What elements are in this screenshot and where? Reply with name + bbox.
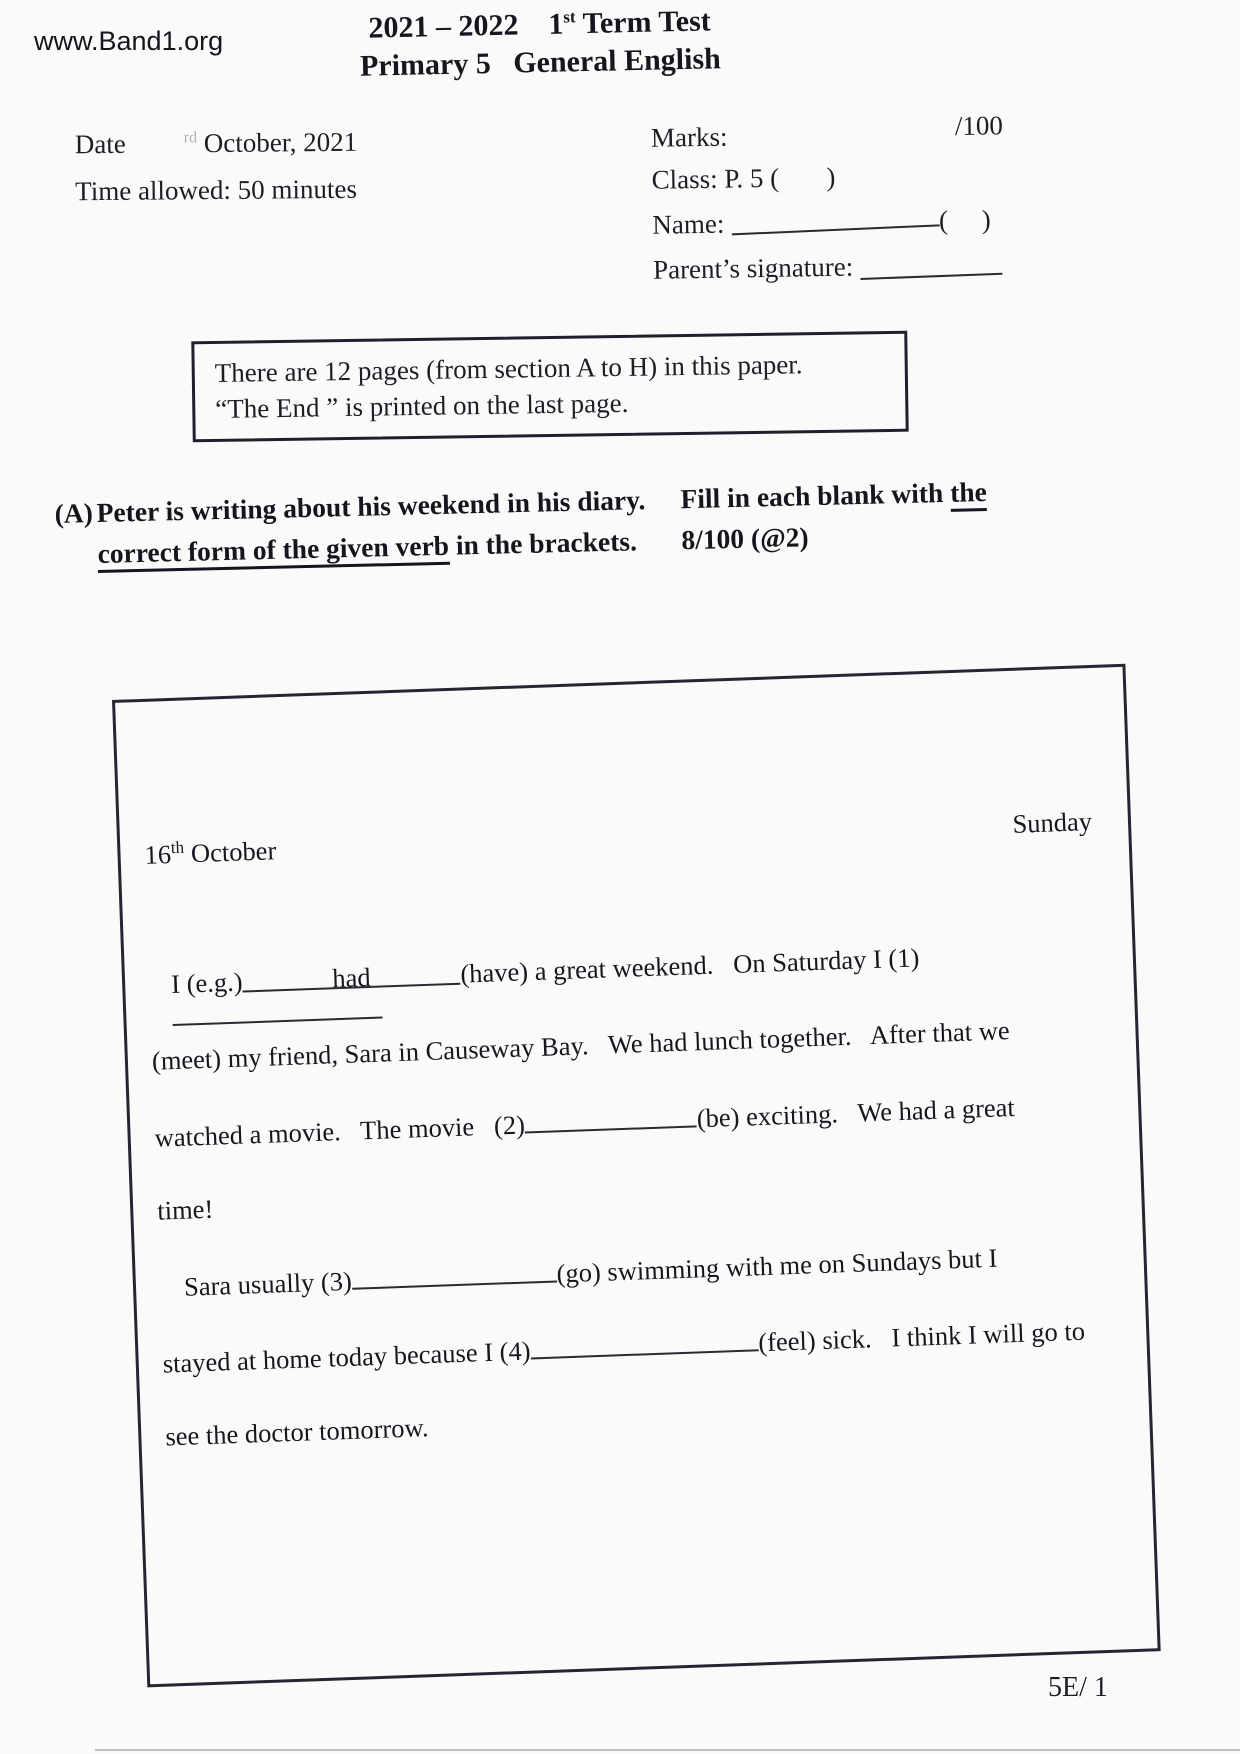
fill-instruction-line xyxy=(680,471,987,519)
diary-line-5 xyxy=(159,1236,1118,1303)
blank-3 xyxy=(351,1256,557,1289)
diary-date-month: October xyxy=(183,835,277,869)
parent-signature-blank xyxy=(860,248,1003,280)
date-label: Date xyxy=(74,128,126,160)
site-watermark: www.Band1.org xyxy=(34,26,224,56)
diary-box xyxy=(112,664,1161,1688)
marks-line xyxy=(650,110,1004,154)
class-line: Class: P. 5 ( ) xyxy=(651,161,836,195)
page-number: 5E/ 1 xyxy=(1048,1672,1108,1703)
date-value: October, 2021 xyxy=(196,126,358,159)
diary-date-num: 16 xyxy=(144,838,172,870)
marks-total: /100 xyxy=(954,110,1004,141)
exam-title xyxy=(259,0,820,88)
title-term: Term Test xyxy=(575,4,712,41)
line1-post: (have) a great weekend. On Saturday I (1) xyxy=(459,942,920,989)
diary-date xyxy=(144,835,277,871)
section-a-instruction xyxy=(96,479,658,574)
date-faded-ordinal: rd xyxy=(183,129,198,147)
fill-instruction-text: Fill in each blank with xyxy=(680,476,951,515)
notice-line1: There are 12 pages (from section A to H) in this paper. xyxy=(214,349,803,388)
diary-line-3 xyxy=(154,1086,1113,1153)
underlined-the: the xyxy=(950,476,987,512)
section-a-task xyxy=(656,471,988,561)
diary-date-ordinal: th xyxy=(170,837,185,858)
line1-pre: I (e.g.) xyxy=(170,966,244,1000)
diary-line-4: time! xyxy=(156,1193,214,1226)
diary-day: Sunday xyxy=(1011,806,1093,839)
title-ordinal: st xyxy=(563,7,576,27)
marks-label: Marks: xyxy=(650,121,728,153)
info-right-column xyxy=(650,110,1006,286)
blank-2 xyxy=(524,1101,697,1133)
scan-edge-line xyxy=(95,1749,1240,1751)
parent-signature-line xyxy=(653,246,1005,286)
date-gap xyxy=(126,152,184,153)
line5-post: (go) swimming with me on Sundays but I xyxy=(556,1242,998,1289)
time-allowed-line: Time allowed: 50 minutes xyxy=(75,173,358,207)
diary-line-6 xyxy=(162,1312,1121,1379)
line3-pre: watched a movie. The movie (2) xyxy=(154,1109,526,1153)
line6-post: (feel) sick. I think I will go to xyxy=(757,1315,1086,1358)
blank-4 xyxy=(530,1325,759,1359)
info-left-column xyxy=(75,127,358,207)
title-year: 2021 – 2022 1 xyxy=(368,7,564,45)
notice-line2: “The End ” is printed on the last page. xyxy=(215,387,629,424)
example-blank xyxy=(242,959,461,993)
date-line xyxy=(75,127,358,160)
line6-pre: stayed at home today because I (4) xyxy=(162,1335,531,1379)
example-answer: had xyxy=(331,961,372,994)
pages-notice-box xyxy=(191,331,908,443)
section-a-heading xyxy=(54,471,988,575)
name-blank xyxy=(730,199,939,235)
section-a-instruction-line1: Peter is writing about his weekend in his diary. xyxy=(96,484,646,528)
line5-pre: Sara usually (3) xyxy=(183,1265,353,1302)
section-a-label: (A) xyxy=(54,497,94,529)
name-label: Name: xyxy=(652,208,732,240)
section-a-marks: 8/100 (@2) xyxy=(681,521,809,556)
instruction-line2-rest: in the brackets. xyxy=(448,525,638,561)
parent-signature-label: Parent’s signature: xyxy=(652,251,861,285)
diary-date-row xyxy=(144,806,1093,871)
name-line xyxy=(652,201,1004,241)
diary-line-2: (meet) my friend, Sara in Causeway Bay. We had lunch together. After that we xyxy=(151,1015,1011,1076)
exam-title-line2: Primary 5 General English xyxy=(359,42,722,83)
underlined-phrase: correct form of the given verb xyxy=(97,530,449,573)
line3-post: (be) exciting. We had a great xyxy=(696,1091,1016,1134)
diary-line-7: see the doctor tomorrow. xyxy=(164,1412,429,1452)
name-paren: ( ) xyxy=(938,204,992,236)
